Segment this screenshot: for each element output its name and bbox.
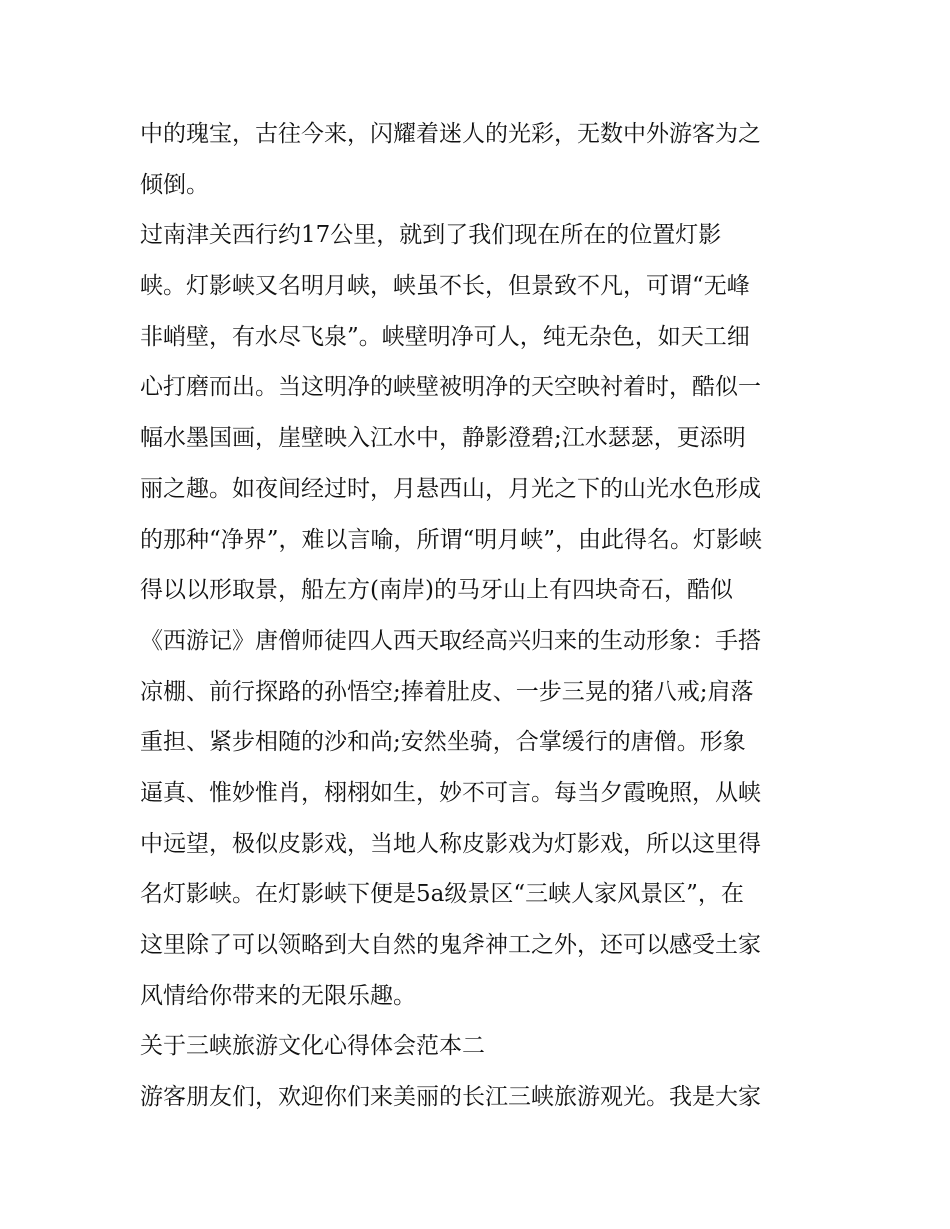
text-line: 中远望，极似皮影戏，当地人称皮影戏为灯影戏，所以这里得 xyxy=(140,830,761,857)
text-line: 峡。灯影峡又名明月峡，峡虽不长，但景致不凡，可谓“无峰 xyxy=(140,273,750,300)
text-line: 得以以形取景，船左方(南岸)的马牙山上有四块奇石，酷似 xyxy=(140,577,733,604)
text-line: 凉棚、前行探路的孙悟空;捧着肚皮、一步三晃的猪八戒;肩落 xyxy=(140,678,754,705)
text-line: 幅水墨国画，崖壁映入江水中，静影澄碧;江水瑟瑟，更添明 xyxy=(140,425,746,452)
text-line: 丽之趣。如夜间经过时，月悬西山，月光之下的山光水色形成 xyxy=(140,475,761,502)
text-line: 这里除了可以领略到大自然的鬼斧神工之外，还可以感受土家 xyxy=(140,932,761,958)
text-line: 心打磨而出。当这明净的峡壁被明净的天空映衬着时，酷似一 xyxy=(140,374,761,401)
text-line: 名灯影峡。在灯影峡下便是5a级景区“三峡人家风景区”，在 xyxy=(140,881,744,908)
text-line: 逼真、惟妙惟肖，栩栩如生，妙不可言。每当夕霞晚照，从峡 xyxy=(140,779,761,806)
section-heading: 关于三峡旅游文化心得体会范本二 xyxy=(140,1033,485,1060)
text-line: 过南津关西行约17公里，就到了我们现在所在的位置灯影 xyxy=(140,222,722,249)
text-line: 风情给你带来的无限乐趣。 xyxy=(140,982,416,1009)
text-line: 倾倒。 xyxy=(140,171,209,198)
text-line: 《西游记》唐僧师徒四人西天取经高兴归来的生动形象：手搭 xyxy=(140,627,761,654)
text-line: 重担、紧步相随的沙和尚;安然坐骑，合掌缓行的唐僧。形象 xyxy=(140,729,746,756)
text-line: 非峭壁，有水尽飞泉”。峡壁明净可人，纯无杂色，如天工细 xyxy=(140,323,750,350)
text-line: 中的瑰宝，古往今来，闪耀着迷人的光彩，无数中外游客为之 xyxy=(140,121,761,147)
body-text xyxy=(140,109,830,1123)
text-line: 游客朋友们，欢迎你们来美丽的长江三峡旅游观光。我是大家 xyxy=(140,1084,761,1111)
text-line: 的那种“净界”，难以言喻，所谓“明月峡”，由此得名。灯影峡 xyxy=(140,526,763,553)
